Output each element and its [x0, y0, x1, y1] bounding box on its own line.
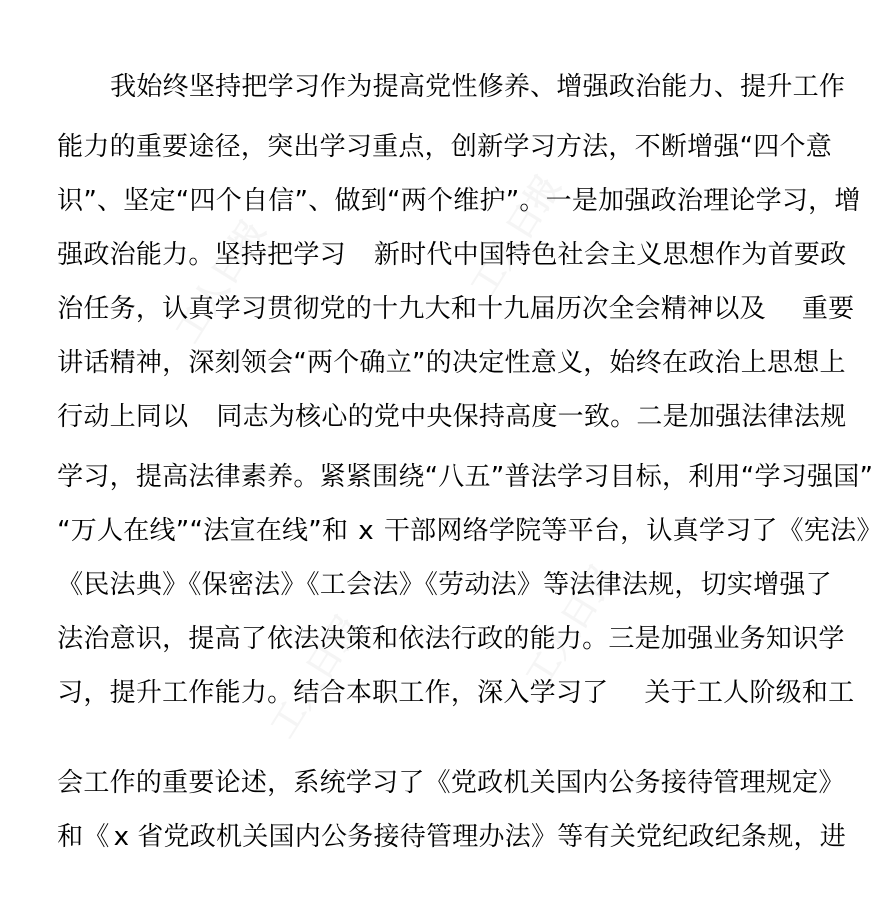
text-segment: 干部网络学院等平台，认真学习了《宪法》 — [383, 516, 883, 546]
text-segment: 同志为核心的党中央保持高度一致。二是加强法律法规 — [216, 402, 847, 432]
text-segment: 重要 — [801, 294, 855, 324]
text-segment: 我始终坚持把学习作为提高党性修养、增强政治能力、提升工作 — [110, 72, 846, 102]
text-segment: 新时代中国特色社会主义思想作为首要政 — [373, 240, 847, 270]
text-line — [0, 564, 845, 654]
text-segment: 关于工人阶级和工 — [644, 678, 855, 708]
text-segment: 治任务，认真学习贯彻党的十九大和十九届历次全会精神以及 — [57, 294, 766, 324]
text-line — [0, 12, 876, 102]
text-segment: 强政治能力。坚持把学习 — [57, 240, 346, 270]
text-segment: 识”、坚定“四个自信”、做到“两个维护”。一是加强政治理论学习，增 — [57, 186, 861, 216]
text-segment: 法治意识，提高了依法决策和依法行政的能力。三是加强业务知识学 — [57, 624, 845, 654]
text-line — [0, 342, 847, 432]
text-segment: x — [113, 822, 130, 852]
text-line — [0, 708, 845, 798]
text-line — [0, 618, 855, 708]
text-segment: 《民法典》《保密法》《工会法》《劳动法》等法律法规，切实增强了 — [57, 570, 832, 600]
text-line — [0, 762, 846, 852]
text-segment: 行动上同以 — [57, 402, 189, 432]
text-line — [0, 510, 832, 600]
text-line — [0, 456, 883, 546]
text-segment: “万人在线”“法宣在线”和 — [57, 516, 349, 546]
text-segment: 学习，提高法律素养。紧紧围绕“八五”普法学习目标，利用“学习强国” — [57, 462, 874, 492]
text-line — [0, 402, 874, 492]
text-line — [0, 180, 847, 270]
text-segment: 习，提升工作能力。结合本职工作，深入学习了 — [57, 678, 609, 708]
text-segment: x — [358, 516, 374, 546]
text-line — [0, 72, 833, 162]
text-segment: 讲话精神，深刻领会“两个确立”的决定性意义，始终在政治上思想上 — [57, 348, 846, 378]
text-segment: 会工作的重要论述，系统学习了《党政机关国内公务接待管理规定》 — [57, 768, 845, 798]
text-segment: 和《 — [57, 822, 110, 852]
text-segment: 能力的重要途径，突出学习重点，创新学习方法，不断增强“四个意 — [57, 132, 833, 162]
text-segment: 省党政机关国内公务接待管理办法》等有关党纪政纪条规，进 — [137, 822, 846, 852]
text-line — [0, 126, 861, 216]
text-line — [0, 234, 855, 324]
